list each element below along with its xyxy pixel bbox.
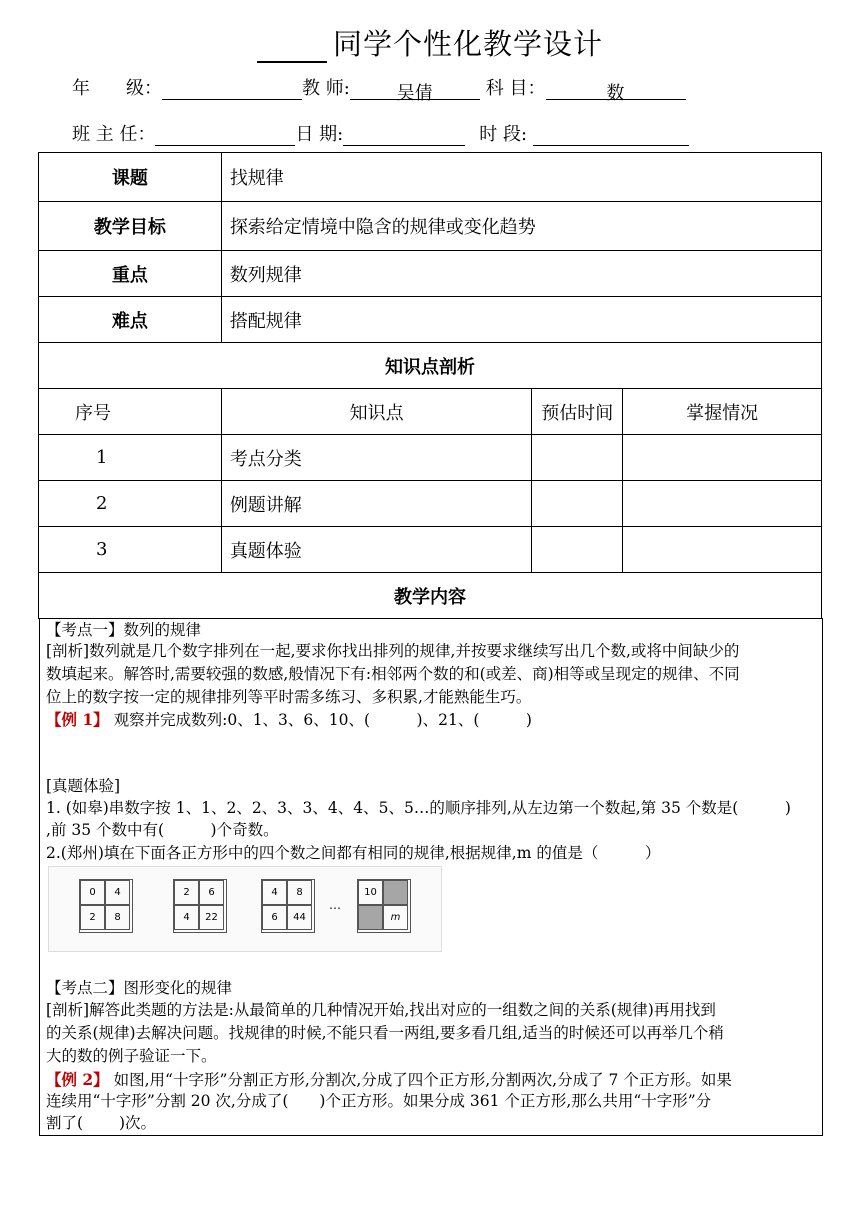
row-knowledge: 例题讲解	[221, 481, 532, 527]
subject-value: 数	[606, 83, 625, 104]
number-grid	[357, 879, 411, 933]
info-row	[39, 251, 822, 297]
topic2-title: 【考点二】图形变化的规律	[46, 979, 233, 997]
row-time-cell[interactable]	[532, 481, 623, 527]
question1-line: ,前 35 个数中有( )个奇数。	[46, 821, 279, 839]
info-label: 教学目标	[39, 202, 222, 251]
info-label: 重点	[39, 251, 222, 297]
row-mastery-cell[interactable]	[623, 481, 822, 527]
date-label: 日 期:	[295, 124, 344, 145]
subject-label: 科 目：	[485, 78, 546, 99]
grade-label: 年 级：	[72, 78, 162, 99]
row-mastery-cell[interactable]	[623, 435, 822, 481]
grid-cell: 4	[262, 880, 287, 905]
topic1-analysis-line: 位上的数字按一定的规律排列等平时需多练习、多积累,才能熟能生巧。	[46, 688, 532, 706]
number-grid	[79, 879, 133, 933]
number-grid	[173, 879, 227, 933]
row-time-cell[interactable]	[532, 435, 623, 481]
grid-cell: m	[383, 905, 408, 930]
info-label: 难点	[39, 297, 222, 343]
info-row	[39, 297, 822, 343]
info-row	[39, 202, 822, 251]
col-header-mastery: 掌握情况	[623, 389, 822, 435]
grid-cell: 4	[105, 880, 130, 905]
info-value: 找规律	[221, 153, 821, 202]
grid-cell: 2	[80, 905, 105, 930]
col-header-number: 序号	[39, 389, 222, 435]
example1-text: 观察并完成数列:0、1、3、6、10、( )、21、( )	[108, 711, 532, 729]
example2-line: 割了( )次。	[46, 1114, 157, 1132]
topic1-analysis-line: [剖析]数列就是几个数字排列在一起,要求你找出排列的规律,并按要求继续写出几个数,或将中间缺少的	[46, 642, 740, 660]
topic2-analysis-line: 的关系(规律)去解决问题。找规律的时候,不能只看一两组,要多看几组,适当的时候还可以再举几个稍	[46, 1024, 724, 1042]
example1-tag: 【例 1】	[46, 710, 109, 729]
row-number: 2	[39, 481, 222, 527]
col-header-knowledge: 知识点	[221, 389, 532, 435]
grid-cell: 2	[174, 880, 199, 905]
grid-cell: 6	[199, 880, 224, 905]
row-knowledge: 考点分类	[221, 435, 532, 481]
grid-cell: 4	[174, 905, 199, 930]
row-knowledge: 真题体验	[221, 527, 532, 573]
grid-cell: 8	[287, 880, 312, 905]
grid-cell: 6	[262, 905, 287, 930]
grid-cell: 44	[287, 905, 312, 930]
grid-cell-shaded	[383, 880, 408, 905]
period-field[interactable]	[533, 125, 689, 146]
row-mastery-cell[interactable]	[623, 527, 822, 573]
info-value: 数列规律	[221, 251, 821, 297]
grid-cell: 10	[358, 880, 383, 905]
table-row	[39, 435, 822, 481]
knowledge-heading: 知识点剖析	[39, 343, 822, 389]
head-teacher-label: 班 主 任：	[72, 124, 156, 145]
grid-ellipsis: …	[329, 898, 341, 912]
question1-line: 1. (如皋)串数字按 1、1、2、2、3、3、4、4、5、5…的顺序排列,从左边第一个数起,第 35 个数是( )	[46, 799, 791, 817]
grid-cell: 0	[80, 880, 105, 905]
info-value: 探索给定情境中隐含的规律或变化趋势	[221, 202, 821, 251]
topic2-analysis-line: [剖析]解答此类题的方法是:从最简单的几种情况开始,找出对应的一组数之间的关系(规律)再用找到	[46, 1001, 716, 1019]
topic1-analysis-line: 数填起来。解答时,需要较强的数感,般情况下有:相邻两个数的和(或差、商)相等或呈现定的规律、不同	[46, 665, 740, 683]
subject-field[interactable]	[546, 79, 686, 104]
number-grids-figure	[48, 866, 442, 952]
info-value: 搭配规律	[221, 297, 821, 343]
topic1-title: 【考点一】数列的规律	[46, 621, 202, 639]
header-row-2	[72, 120, 689, 146]
grid-cell-shaded	[358, 905, 383, 930]
teacher-value: 吴倩	[396, 83, 433, 104]
table-row	[39, 527, 822, 573]
title-text: 同学个性化教学设计	[332, 27, 603, 61]
row-number: 1	[39, 435, 222, 481]
number-grid	[261, 879, 315, 933]
teaching-content	[39, 618, 823, 1136]
col-header-time: 预估时间	[532, 389, 623, 435]
page-title	[0, 22, 860, 63]
knowledge-header-row	[39, 389, 822, 435]
real-exam-title: [真题体验]	[46, 777, 121, 795]
teacher-label: 教 师:	[302, 78, 350, 99]
grade-field[interactable]	[162, 79, 302, 100]
grid-cell: 22	[199, 905, 224, 930]
example1	[40, 709, 822, 731]
teacher-field[interactable]	[350, 79, 480, 104]
info-row	[39, 153, 822, 202]
head-teacher-field[interactable]	[155, 125, 295, 146]
question2-line: 2.(郑州)填在下面各正方形中的四个数之间都有相同的规律,根据规律,m 的值是（ ）	[46, 844, 661, 862]
grid-cell: 8	[105, 905, 130, 930]
row-time-cell[interactable]	[532, 527, 623, 573]
header-row-1	[72, 74, 686, 104]
period-label: 时 段:	[479, 124, 528, 145]
content-heading: 教学内容	[39, 573, 822, 619]
table-row	[39, 481, 822, 527]
topic2-analysis-line: 大的数的例子验证一下。	[46, 1047, 217, 1065]
name-blank[interactable]	[257, 33, 327, 63]
row-number: 3	[39, 527, 222, 573]
example2-line	[40, 1069, 822, 1091]
example2-tag: 【例 2】	[46, 1070, 109, 1089]
info-label: 课题	[39, 153, 222, 202]
example2-line: 连续用“十字形”分割 20 次,分成了( )个正方形。如果分成 361 个正方形,那么共用“十字形”分	[46, 1092, 712, 1110]
lesson-plan-table	[38, 152, 822, 619]
date-field[interactable]	[343, 125, 465, 146]
example2-text: 如图,用“十字形”分割正方形,分割次,分成了四个正方形,分割两次,分成了 7 个正方形。如果	[108, 1071, 732, 1089]
